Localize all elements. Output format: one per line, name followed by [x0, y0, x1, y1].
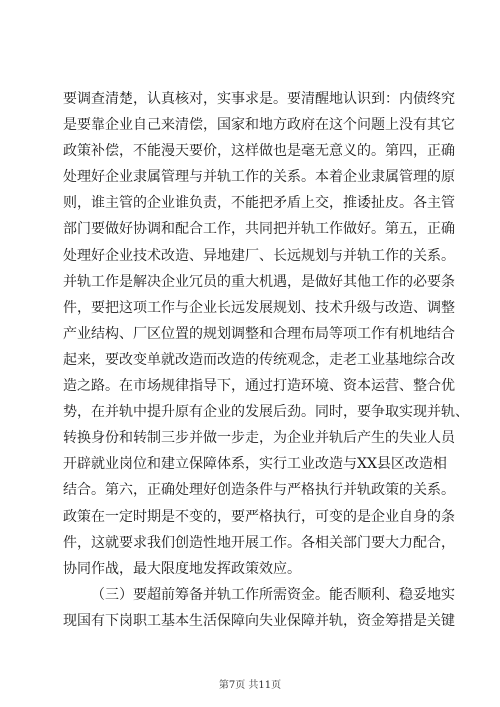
- text-line: 起来，要改变单就改造而改造的传统观念，走老工业基地综合改: [63, 351, 455, 368]
- text-line: 转换身份和转制三步并做一步走，为企业并轨后产生的失业人员: [63, 430, 455, 447]
- text-line: 件，这就要求我们创造性地开展工作。各相关部门要大力配合，: [63, 534, 455, 551]
- body-text: [63, 86, 469, 634]
- text-line: 处理好企业隶属管理与并轨工作的关系。本着企业隶属管理的原: [63, 169, 455, 186]
- text-line: 产业结构、厂区位置的规划调整和合理布局等项工作有机地结合: [63, 325, 455, 342]
- text-line: 势，在并轨中提升原有企业的发展后劲。同时，要争取实现并轨、: [63, 404, 469, 421]
- text-line: 是要靠企业自己来清偿，国家和地方政府在这个问题上没有其它: [63, 117, 455, 134]
- page-number-footer: 第7页 共11页: [218, 680, 282, 691]
- text-line: 件，要把这项工作与企业长远发展规划、技术升级与改造、调整: [63, 299, 455, 316]
- text-line: 要调查清楚，认真核对，实事求是。要清醒地认识到：内债终究: [63, 91, 455, 107]
- text-line-paragraph-start: （三）要超前筹备并轨工作所需资金。能否顺利、稳妥地实: [91, 586, 455, 603]
- text-line: 造之路。在市场规律指导下，通过打造环境、资本运营、整合优: [63, 378, 455, 395]
- text-line: 处理好企业技术改造、异地建厂、长远规划与并轨工作的关系。: [63, 247, 455, 264]
- text-line: 结合。第六，正确处理好创造条件与严格执行并轨政策的关系。: [63, 482, 455, 499]
- text-line: 并轨工作是解决企业冗员的重大机遇，是做好其他工作的必要条: [63, 273, 455, 290]
- text-line: 现国有下岗职工基本生活保障向失业保障并轨，资金筹措是关键: [63, 612, 455, 629]
- text-line: 政策在一定时期是不变的，要严格执行，可变的是企业自身的条: [63, 508, 455, 525]
- text-line: 部门要做好协调和配合工作，共同把并轨工作做好。第五，正确: [63, 221, 455, 238]
- text-line: 政策补偿，不能漫天要价，这样做也是毫无意义的。第四，正确: [63, 143, 455, 160]
- text-line-paragraph-end: 协同作战，最大限度地发挥政策效应。: [63, 560, 301, 577]
- text-line: 开辟就业岗位和建立保障体系，实行工业改造与XX县区改造相: [63, 456, 447, 473]
- text-line: 则，谁主管的企业谁负责，不能把矛盾上交，推诿扯皮。各主管: [63, 195, 455, 212]
